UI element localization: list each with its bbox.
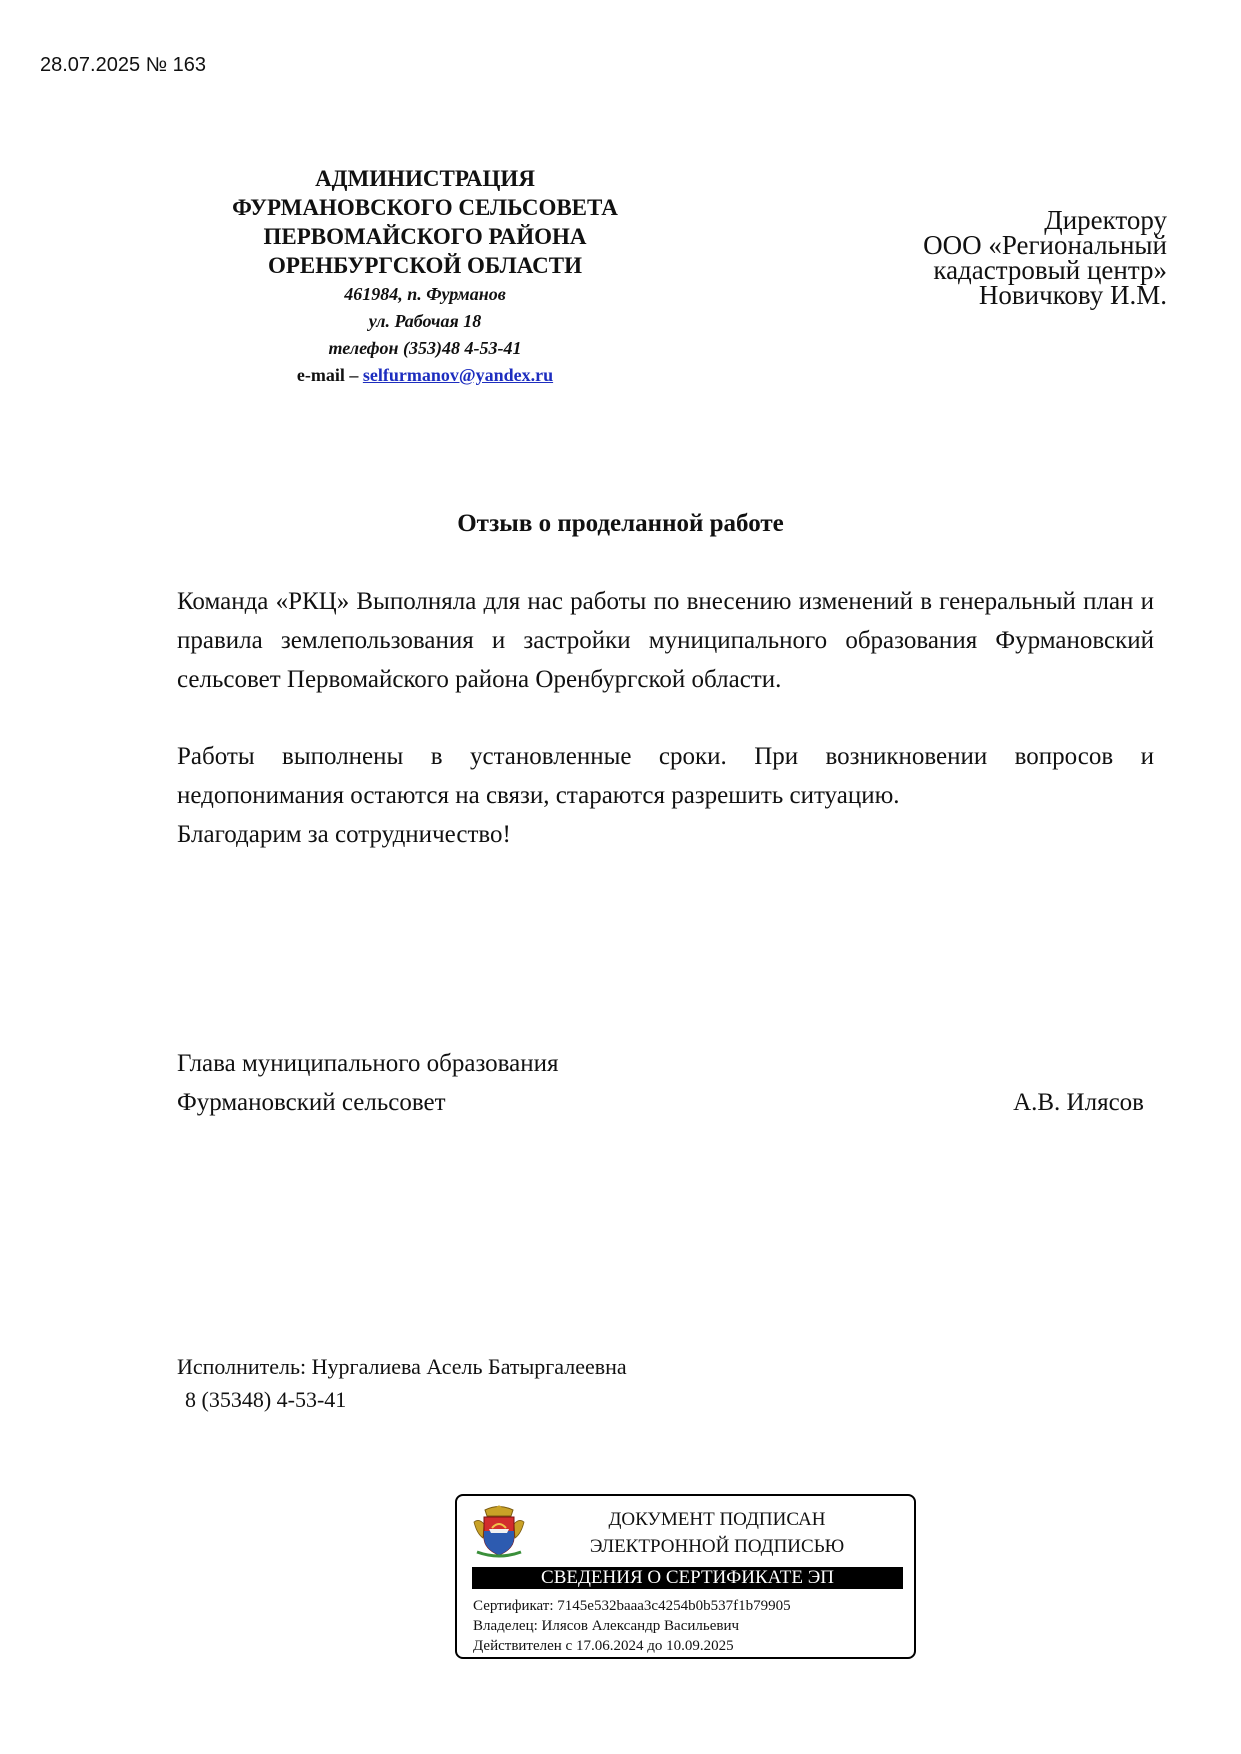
certificate-owner: Владелец: Илясов Александр Васильевич bbox=[473, 1618, 740, 1634]
executor-name: Исполнитель: Нургалиева Асель Батыргалеевна bbox=[177, 1354, 627, 1379]
certificate-details bbox=[473, 1596, 909, 1656]
email-link[interactable]: selfurmanov@yandex.ru bbox=[362, 365, 554, 385]
signatory-name: А.В. Илясов bbox=[1013, 1089, 1144, 1116]
stamp-heading bbox=[537, 1506, 897, 1560]
signatory-position-line2: Фурмановский сельсовет bbox=[177, 1089, 446, 1116]
executor-phone: 8 (35348) 4-53-41 bbox=[185, 1387, 347, 1412]
stamp-heading-line1: ДОКУМЕНТ ПОДПИСАН bbox=[608, 1509, 826, 1530]
sender-address-line: 461984, п. Фурманов bbox=[344, 284, 506, 304]
signature-block bbox=[177, 1044, 1144, 1122]
addressee-line: Директору bbox=[1044, 205, 1167, 235]
certificate-validity: Действителен с 17.06.2024 до 10.09.2025 bbox=[473, 1638, 734, 1654]
sender-address-line: ул. Рабочая 18 bbox=[368, 311, 482, 331]
sender-address-line: телефон (353)48 4-53-41 bbox=[328, 338, 522, 358]
certificate-info-bar: СВЕДЕНИЯ О СЕРТИФИКАТЕ ЭП bbox=[472, 1567, 903, 1589]
coat-of-arms-icon bbox=[471, 1504, 527, 1560]
body-paragraph-2: Работы выполнены в установленные сроки. При возникновении вопросов и недопонимания остаются на связи, стараются разрешить ситуацию. bbox=[177, 743, 1154, 809]
sender-org-line: ФУРМАНОВСКОГО СЕЛЬСОВЕТА bbox=[232, 195, 618, 220]
certificate-number: Сертификат: 7145e532baaa3c4254b0b537f1b79905 bbox=[473, 1598, 791, 1614]
electronic-signature-stamp bbox=[455, 1494, 916, 1659]
sender-org-line: АДМИНИСТРАЦИЯ bbox=[315, 166, 535, 191]
stamp-heading-line2: ЭЛЕКТРОННОЙ ПОДПИСЬЮ bbox=[589, 1536, 845, 1557]
sender-email-line bbox=[180, 362, 670, 389]
sender-block bbox=[180, 164, 670, 389]
letter-body bbox=[177, 582, 1154, 854]
addressee-line: ООО «Региональный bbox=[923, 230, 1167, 260]
sender-address bbox=[180, 281, 670, 362]
addressee-line: Новичкову И.М. bbox=[978, 280, 1167, 310]
sender-org-line: ПЕРВОМАЙСКОГО РАЙОНА bbox=[263, 224, 587, 249]
addressee-line: кадастровый центр» bbox=[933, 255, 1167, 285]
email-label: e-mail – bbox=[296, 365, 359, 385]
body-paragraph-1: Команда «РКЦ» Выполняла для нас работы по внесению изменений в генеральный план и правила землепользования и застройки муниципального образования Фурмановский сельсовет Первомайского района Оренбургской области. bbox=[177, 588, 1154, 693]
executor-block bbox=[177, 1350, 627, 1416]
letter-title: Отзыв о проделанной работе bbox=[457, 510, 784, 537]
signatory-row bbox=[177, 1083, 1144, 1122]
signatory-position-line1: Глава муниципального образования bbox=[177, 1050, 559, 1077]
sender-org-name bbox=[180, 164, 670, 280]
sender-org-line: ОРЕНБУРГСКОЙ ОБЛАСТИ bbox=[267, 253, 583, 278]
addressee-block bbox=[747, 205, 1167, 310]
body-paragraph-3: Благодарим за сотрудничество! bbox=[177, 821, 511, 848]
registration-number: 28.07.2025 № 163 bbox=[40, 54, 207, 76]
